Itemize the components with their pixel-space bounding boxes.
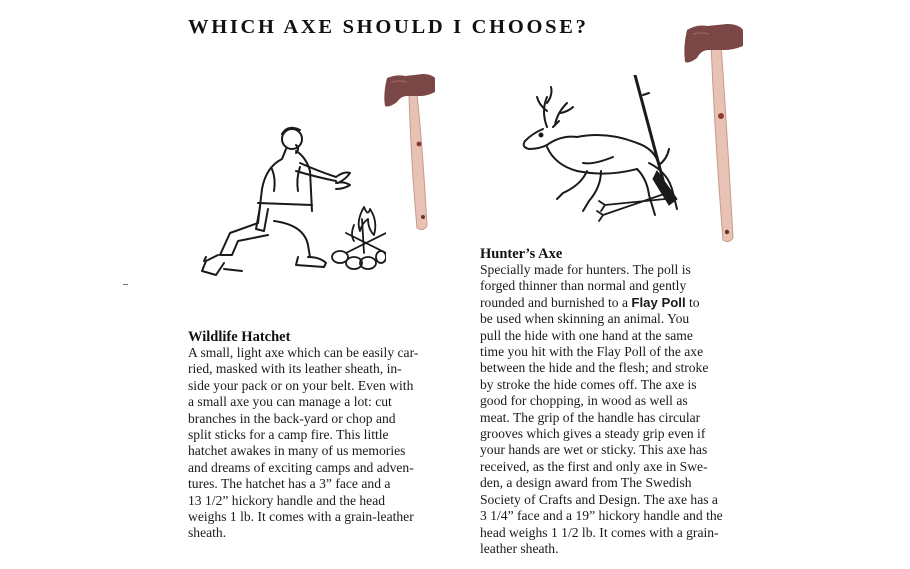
body-line: den, a design award from The Swedish: [480, 475, 692, 491]
body-line: hatchet awakes in many of us memories: [188, 443, 406, 459]
body-line: ried, masked with its leather sheath, in-: [188, 361, 402, 377]
body-line: tures. The hatchet has a 3” face and a: [188, 476, 391, 492]
hunters-axe-icon: [683, 20, 747, 245]
hunters-axe-section: [480, 246, 750, 557]
kneeling-man-campfire-icon: [196, 115, 386, 280]
body-line: be used when skinning an animal. You: [480, 311, 690, 327]
body-line: head weighs 1 1/2 lb. It comes with a grain-: [480, 524, 719, 540]
body-line: pull the hide with one hand at the same: [480, 327, 693, 343]
body-line: [480, 295, 750, 311]
body-line: forged thinner than normal and gently: [480, 278, 687, 294]
body-text: rounded and burnished to a: [480, 294, 632, 310]
body-line: and dreams of exciting camps and adven-: [188, 459, 414, 475]
body-line: Specially made for hunters. The poll is: [480, 262, 691, 277]
body-line: sheath.: [188, 525, 227, 541]
body-line: received, as the first and only axe in Swe-: [480, 458, 708, 474]
body-line: Society of Crafts and Design. The axe has a: [480, 491, 718, 507]
body-line: time you hit with the Flay Poll of the axe: [480, 344, 704, 360]
wildlife-hatchet-heading: Wildlife Hatchet: [188, 329, 291, 345]
page-title: WHICH AXE SHOULD I CHOOSE?: [188, 16, 589, 38]
body-line: grooves which gives a steady grip even if: [480, 426, 706, 442]
body-line: between the hide and the flesh; and stroke: [480, 360, 709, 376]
body-line: a small axe you can manage a lot: cut: [188, 394, 392, 410]
body-line: by stroke the hide comes off. The axe is: [480, 376, 697, 392]
body-text: to: [685, 294, 700, 310]
body-line: split sticks for a camp fire. This little: [188, 427, 389, 443]
body-line: A small, light axe which can be easily car-: [188, 345, 419, 360]
hunters-axe-heading: Hunter’s Axe: [480, 246, 563, 262]
body-line: branches in the back-yard or chop and: [188, 410, 396, 426]
wildlife-hatchet-section: [188, 329, 458, 542]
body-line: meat. The grip of the handle has circular: [480, 409, 701, 425]
flay-poll-term: Flay Poll: [631, 294, 686, 310]
body-line: 13 1/2” hickory handle and the head: [188, 492, 386, 508]
body-line: your hands are wet or sticky. This axe has: [480, 442, 708, 458]
stray-mark: [123, 284, 128, 285]
body-line: good for chopping, in wood as well as: [480, 393, 688, 409]
hatchet-icon: [383, 72, 443, 232]
running-deer-with-rifle-icon: [517, 75, 697, 225]
body-line: side your pack or on your belt. Even with: [188, 377, 414, 393]
body-line: leather sheath.: [480, 540, 559, 556]
body-line: weighs 1 lb. It comes with a grain-leather: [188, 509, 414, 525]
body-line: 3 1/4” face and a 19” hickory handle and the: [480, 508, 723, 524]
